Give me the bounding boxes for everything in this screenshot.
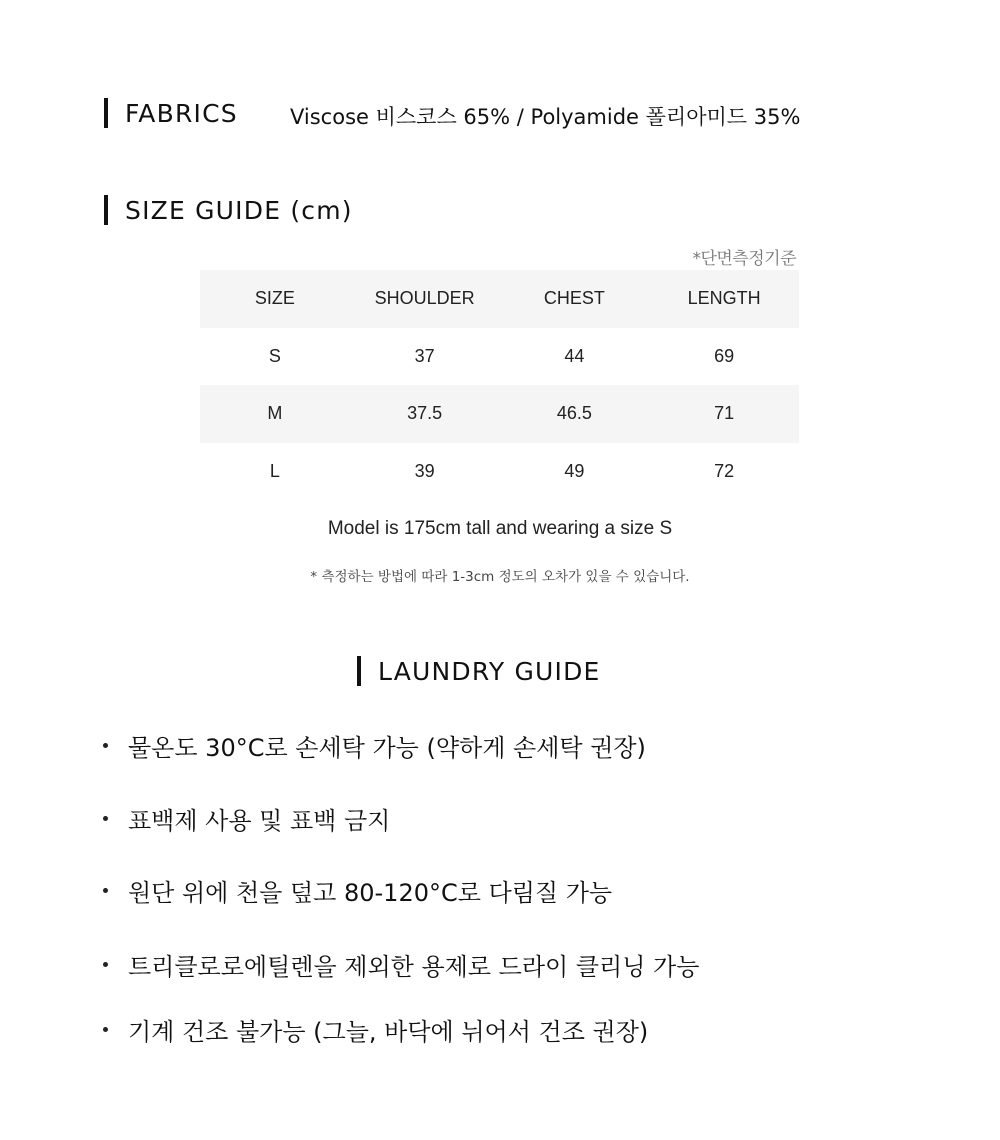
laundry-instruction: 트리클로로에틸렌을 제외한 용제로 드라이 클리닝 가능 [128, 953, 700, 981]
size-table [200, 270, 799, 500]
fabrics-heading-label: FABRICS [125, 98, 238, 128]
bullet-icon [103, 743, 108, 748]
laundry-instruction: 물온도 30°C로 손세탁 가능 (약하게 손세탁 권장) [128, 734, 646, 762]
heading-bar [357, 656, 361, 686]
column-header-chest: CHEST [543, 288, 605, 309]
list-item [100, 947, 699, 982]
bullet-icon [103, 816, 108, 821]
column-header-length: LENGTH [687, 288, 761, 309]
list-item [100, 801, 390, 836]
size-guide-heading-label: SIZE GUIDE (cm) [125, 195, 353, 225]
laundry-instruction: 원단 위에 천을 덮고 80-120°C로 다림질 가능 [128, 879, 613, 907]
cell-length: 69 [714, 345, 735, 366]
cell-shoulder: 37.5 [407, 403, 443, 424]
laundry-guide-heading-label: LAUNDRY GUIDE [378, 656, 601, 686]
list-item [100, 1012, 648, 1047]
cell-chest: 46.5 [556, 403, 592, 424]
bullet-icon [103, 888, 108, 893]
cell-length: 72 [714, 460, 735, 481]
fabrics-composition: Viscose 비스코스 65% / Polyamide 폴리아미드 35% [290, 105, 801, 129]
table-row [200, 443, 799, 501]
cell-length: 71 [714, 403, 735, 424]
table-row [200, 385, 799, 443]
column-header-shoulder: SHOULDER [374, 288, 475, 309]
cell-chest: 44 [564, 345, 585, 366]
bullet-icon [103, 1027, 108, 1032]
cell-size: S [268, 345, 281, 366]
bullet-icon [103, 962, 108, 967]
model-size-note: Model is 175cm tall and wearing a size S [327, 518, 673, 539]
cell-size: M [267, 403, 283, 424]
size-guide-heading [104, 195, 353, 225]
list-item [100, 728, 646, 763]
heading-bar [104, 195, 108, 225]
column-header-size: SIZE [254, 288, 295, 309]
measurement-error-note: * 측정하는 방법에 따라 1-3cm 정도의 오차가 있을 수 있습니다. [310, 569, 690, 585]
fabrics-heading [104, 98, 238, 128]
cell-size: L [269, 460, 280, 481]
list-item [100, 873, 612, 908]
size-table-header-row [200, 270, 799, 328]
measurement-basis-note: *단면측정기준 [692, 249, 796, 269]
heading-bar [104, 98, 108, 128]
cell-shoulder: 39 [414, 460, 435, 481]
laundry-instruction: 기계 건조 불가능 (그늘, 바닥에 뉘어서 건조 권장) [128, 1018, 649, 1046]
table-row [200, 328, 799, 386]
cell-chest: 49 [564, 460, 585, 481]
laundry-instruction: 표백제 사용 및 표백 금지 [128, 807, 391, 835]
cell-shoulder: 37 [414, 345, 435, 366]
laundry-guide-heading [357, 656, 601, 686]
